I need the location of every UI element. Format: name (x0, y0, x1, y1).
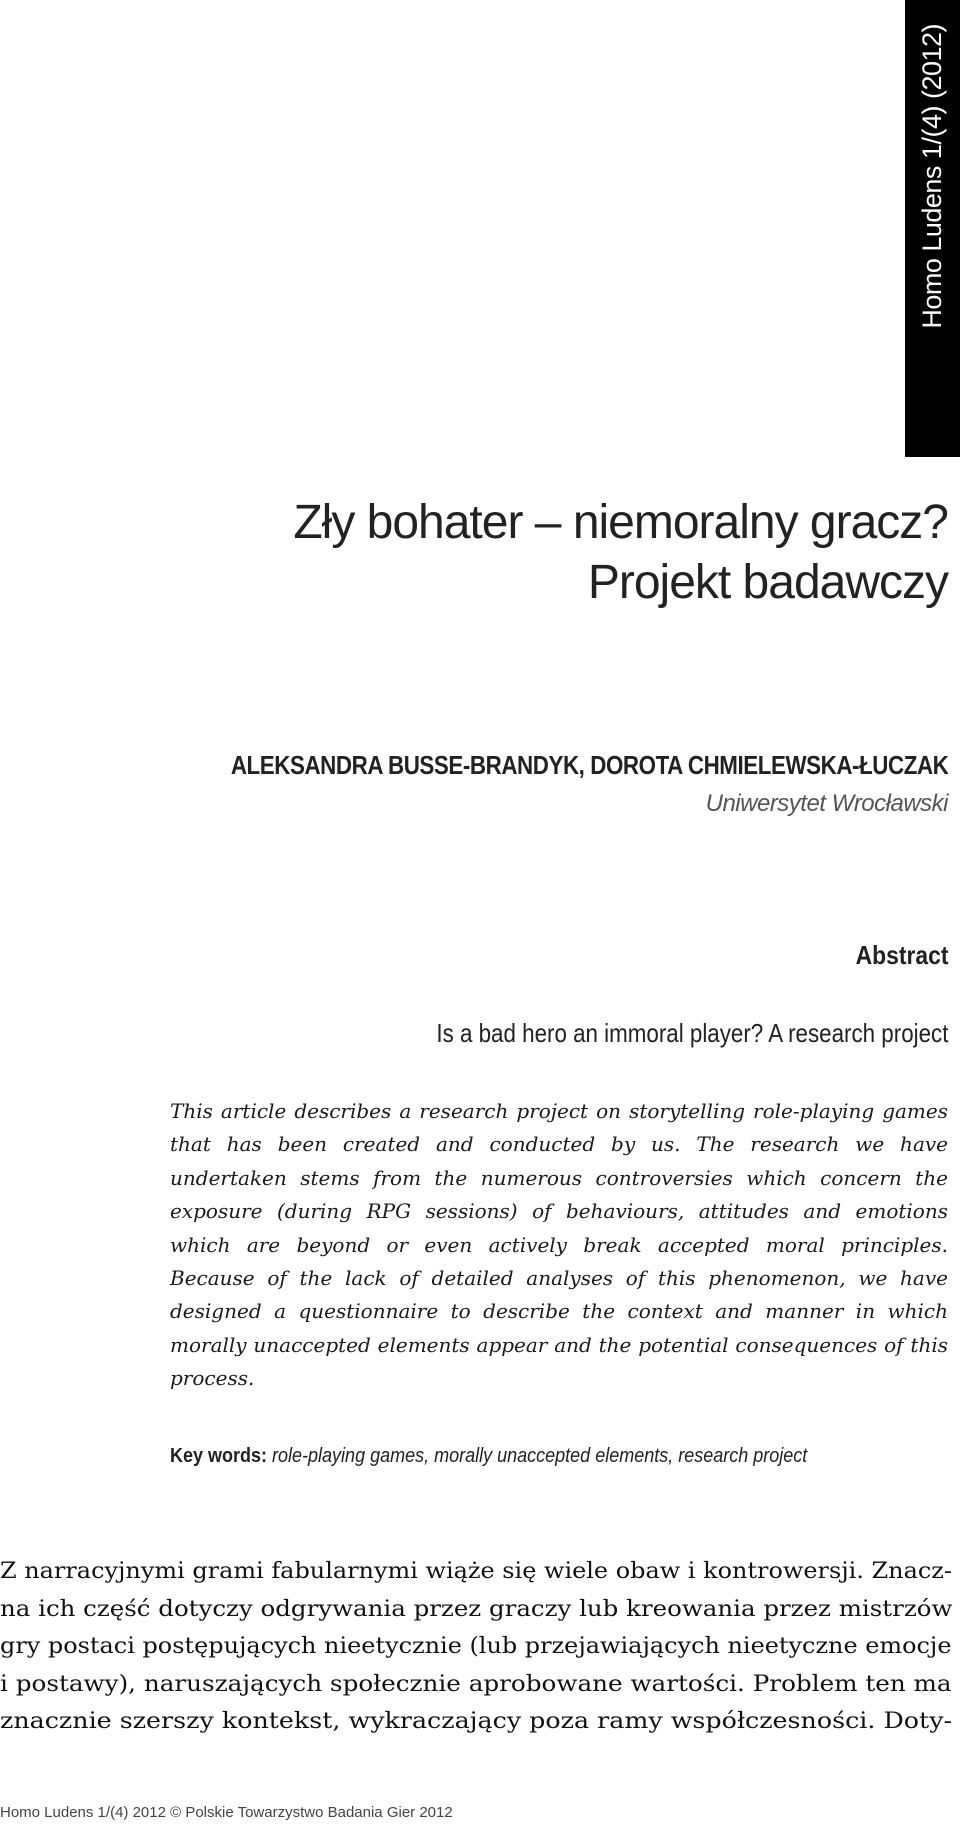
abstract-heading: Abstract (855, 940, 948, 970)
journal-issue-label: Homo Ludens 1/(4) (2012) (917, 24, 947, 329)
abstract-body: This article describes a research project on storytelling role-playing games that has been created and conducted by us. The research we have undertaken stems from the numerous controversies which concern the exposure (during RPG sessions) of behaviours, attitudes and emotions which are beyond or even actively break accepted moral principles. Because of the lack of detailed analyses of this phenomenon, we have designed a questionnaire to describe the context and manner in which morally unaccepted elements appear and the potential consequences of this process. (170, 1099, 948, 1391)
body-line: i postawy), naruszających społecznie aprobowane wartości. Problem ten ma (0, 1671, 952, 1697)
authors: ALEKSANDRA BUSSE-BRANDYK, DOROTA CHMIELEWSKA-ŁUCZAK (230, 750, 948, 780)
keywords-label: Key words: (170, 1445, 268, 1467)
body-line: na ich część dotyczy odgrywania przez graczy lub kreowania przez mistrzów (0, 1596, 953, 1622)
keywords-text: role-playing games, morally unaccepted elements, research project (267, 1445, 808, 1467)
body-text (0, 1553, 952, 1741)
body-line: Z narracyjnymi grami fabularnymi wiąże się wiele obaw i kontrowersji. Znacz- (0, 1559, 952, 1584)
article-title (293, 493, 948, 613)
abstract-subtitle: Is a bad hero an immoral player? A research project (435, 1018, 948, 1048)
journal-side-tab (905, 0, 960, 457)
article-title-line-2: Projekt badawczy (587, 556, 948, 609)
keywords (170, 1445, 870, 1468)
article-title-line-1: Zły bohater – niemoralny gracz? (293, 496, 948, 549)
page-footer: Homo Ludens 1/(4) 2012 © Polskie Towarzystwo Badania Gier 2012 (0, 1804, 453, 1821)
affiliation: Uniwersytet Wrocławski (705, 790, 948, 817)
body-line: znacznie szerszy kontekst, wykraczający poza ramy współczesności. Doty- (0, 1709, 953, 1734)
body-line: gry postaci postępujących nieetycznie (lub przejawiających nieetyczne emocje (0, 1634, 952, 1659)
